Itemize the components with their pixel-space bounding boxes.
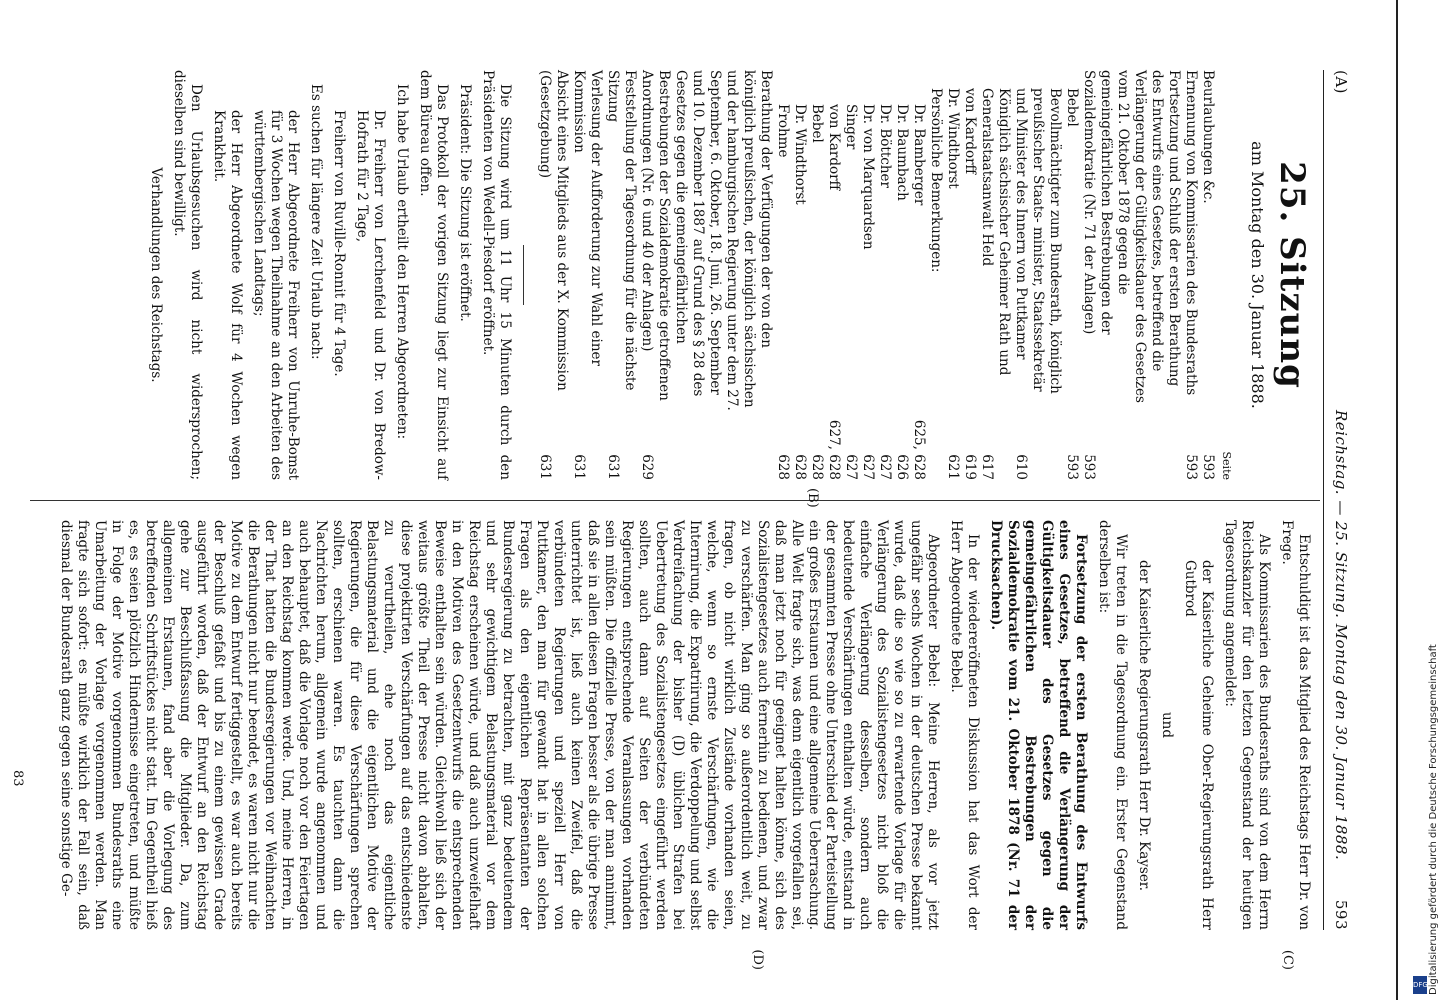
margin-marker-a: (A) (1332, 70, 1350, 95)
paragraph: Ich habe Urlaub ertheilt den Herren Abgeordneten: (394, 84, 410, 440)
toc-entry-text: von Kardorff (962, 88, 978, 175)
toc-entry-page: 593 (1183, 454, 1199, 480)
toc-entry-page: 626 (894, 454, 910, 480)
left-body (147, 70, 513, 480)
toc-entry-text: Königlich sächsischer Geheimer Rath und Generalstaatsanwalt Held (979, 88, 1012, 376)
paragraph: Freiherr von Ruville-Ronnit für 4 Tage. (331, 110, 347, 377)
paragraph: der Kaiserliche Regierungsrath Herr Dr. Kayser. (1136, 560, 1152, 892)
toc-entry-page: 628 (775, 454, 791, 480)
toc-entry-page: 617 (979, 454, 995, 480)
paragraph: Es suchen für längere Zeit Urlaub nach: (308, 84, 324, 360)
paragraph: der Herr Abgeordnete Wolf für 4 Wochen wegen Krankheit. (211, 110, 244, 480)
toc-entry (859, 70, 876, 480)
paragraph: Wir treten in die Tagesordnung ein. Erster Gegenstand derselben ist: (1096, 520, 1129, 930)
toc-entry (1063, 70, 1080, 480)
margin-marker-c: (C) (1280, 949, 1295, 970)
toc-entry (893, 70, 910, 480)
toc-entry (961, 70, 978, 480)
toc-entry (774, 70, 791, 480)
toc-entry-page: 631 (571, 454, 587, 480)
toc-entry-page: 593 (1200, 454, 1216, 480)
paragraph: Dr. Freiherr von Lerchenfeld und Dr. von Bredow-Hofrath für 2 Tage, (354, 110, 387, 480)
toc-entry (536, 70, 570, 480)
toc-entry (876, 70, 893, 480)
paragraph: der Kaiserliche Geheime Ober-Regierungsrath Herr Gutbrod (1182, 560, 1215, 930)
margin-marker-d: (D) (750, 949, 765, 970)
toc-entry-page: 627 (860, 454, 876, 480)
toc-entry-text: Fortsetzung und Schluß der ersten Berathung des Entwurfs eines Gesetzes, betreffend die Verlängerung der Gültigkeitsdauer des Gesetzes vom 21. Oktober 1878 gegen die gemeingefährlichen Bestrebungen der Sozialdemokratie (Nr. 71 der Anlagen) (1081, 70, 1182, 403)
paragraph: In der wiedereröffneten Diskussion hat das Wort der Herr Abgeordnete Bebel. (948, 520, 981, 930)
right-body (57, 520, 1312, 930)
toc-entry-page: 627, 628 (826, 419, 842, 480)
toc-entry-page: 610 (1013, 454, 1029, 480)
credit-text: Digitalisierung gefördert durch die Deutsche Forschungsgemeinschaft (1428, 644, 1439, 995)
paragraph: Präsident: Die Sitzung ist eröffnet. (457, 84, 473, 322)
left-column (141, 70, 1312, 480)
toc-entry-text: Beurlaubungen &c. (1200, 70, 1216, 204)
toc-entry-page: 628 (792, 454, 808, 480)
toc-entry-page: 625, 628 (911, 419, 927, 480)
toc-entry-text: Dr. Böttcher (877, 104, 893, 188)
paragraph: und (1159, 711, 1175, 739)
paragraph: Entschuldigt ist das Mitglied des Reichstags Herr Dr. von Frege. (1279, 520, 1312, 930)
toc-entry-page: 627 (843, 454, 859, 480)
toc-entry-text: Bevollmächtigter zum Bundesrath, königlich preußischer Staats- minister, Staatssekretär und Minister des Innern von Puttkamer (1013, 88, 1063, 394)
toc-entry-text: Bebel (1064, 88, 1080, 127)
toc-entry (927, 70, 944, 480)
toc-entry-text: Feststellung der Tagesordnung für die nächste Sitzung (605, 70, 638, 391)
toc-entry-text: Berathung der Verfügungen der von den königlich preußischen, der königlich sächsischen und der hamburgischen Regierung unter dem 27. September, 6. Oktober, 18. Juni, 26. September und 10. Dezember 1887 auf Grund des § 28 des Gesetzes gegen die gemeingefährlichen Bestrebungen der Sozialdemokratie getroffenen Anordnungen (Nr. 6 und 40 der Anlagen) (639, 70, 774, 411)
toc-entry-text: Persönliche Bemerkungen: (928, 88, 944, 273)
toc-entry (1012, 70, 1063, 480)
toc-entry (1182, 70, 1199, 480)
toc-entry-text: von Kardorff (826, 104, 842, 191)
credit-strip (1408, 0, 1439, 1000)
toc-entry (638, 70, 774, 480)
scan-edge-line (1396, 0, 1398, 1000)
toc-entry-page: 593 (1081, 454, 1097, 480)
toc-entry-text: Ernennung von Kommissarien des Bundesraths (1183, 70, 1199, 396)
toc-entry-text: Singer (843, 104, 859, 150)
column-divider (30, 500, 1320, 501)
toc-entry (825, 70, 842, 480)
paragraph: Das Protokoll der vorigen Sitzung liegt zur Einsicht auf dem Büreau offen. (417, 70, 450, 480)
toc-entry (842, 70, 859, 480)
paragraph: der Herr Abgeordnete Freiherr von Unruhe-Bomst für 3 Wochen wegen Theilnahme an den Arbeiten des württembergischen Landtags; (251, 110, 301, 480)
right-column (51, 520, 1312, 930)
toc-entry (808, 70, 825, 480)
toc-entry-text: Dr. Baumbach (894, 104, 910, 201)
paragraph: Die Sitzung wird um 11 Uhr 15 Minuten durch den Präsidenten von Wedell-Piesdorf eröffnet. (480, 70, 513, 480)
toc-entry (791, 70, 808, 480)
dfg-logo-icon: DFG (1413, 976, 1427, 994)
margin-marker-b: (B) (805, 488, 820, 508)
toc-entry-text: Dr. Windthorst (945, 88, 961, 189)
toc-entry (978, 70, 1012, 480)
paragraph: Verhandlungen des Reichstags. (148, 167, 164, 383)
toc-entry-text: Dr. Windthorst (792, 104, 808, 205)
session-title: 25. Sitzung (1272, 161, 1312, 389)
paragraph: Abgeordneter Bebel: Meine Herren, als vor jetzt ungefähr sechs Wochen in der deutschen Presse bekannt wurde, daß die so wie so zu erwartende Vorlage für die Verlängerung des Sozialistengesetzes nicht bloß die einfache Verlängerung desselben, sondern auch bedeutende Verschärfungen enthalten würde, entstand in der gesammten Presse ohne Unterschied der Parteistellung ein großes Erstaunen und eine allgemeine Ueberraschung. Alle Welt fragte sich, was denn eigentlich vorgefallen sei, daß man jetzt noch für geeignet halten könne, sich des Sozialistengesetzes auch fernerhin zu bedienen, und zwar zu verschärfen. Man ging so außerordentlich weit, zu fragen, ob nicht wirklich Zustände vorhanden seien, welche, wenn so ernste Verschärfungen, wie die Internirung, die Expatriirung, die Verdoppelung und selbst Verdreifachung der bisher (D) üblichen Strafen bei Uebertretung des Sozialistengesetzes eingeführt werden sollten, auch dann auf Seiten der verbündeten Regierungen entsprechende Veranlassungen vorhanden sein müßten. Die offizielle Presse, von der man annimmt, daß sie in allen diesen Fragen besser als die übrige Presse unterrichtet ist, ließ auch keinen Zweifel, daß die verbündeten Regierungen und speziell Herr von Puttkamer, den man für gewandt hat in allen solchen Fragen als den eigentlichen Repräsentanten der Bundesregierung zu betrachten, mit ganz bedeutendem und sehr gewichtigem Belastungsmaterial vor dem Reichstag erscheinen würde, und daß auch unzweifelhaft in den Motiven des Gesetzentwurfs die entsprechenden Beweise enthalten sein würden. Gleichwohl ließ sich der weitaus größte Theil der Presse nicht davon abhalten, diese projektirten Verschärfungen auf das entschiedenste zu verurtheilen, ehe noch das eigentliche Belastungsmaterial und die eigentlichen Motive der Regierungen, die für diese Verschärfungen sprechen sollten, erschienen waren. Es tauchten dann die Nachrichten herum, allgemein wurde angenommen und auch behauptet, daß die Vorlage noch vor den Feiertagen an den Reichstag kommen werde. Und, meine Herren, in der That hatten die Bundesregierungen vor Weihnachten die Berathungen nicht nur beendet, es waren nicht nur die Motive zu dem Entwurf fertiggestellt, es war auch bereits der Beschluß gefaßt und bis zu einem gewissen Grade ausgeführt worden, daß der Entwurf an den Reichstag gehe zur Beschlußfassung die Mitglieder. Da, zum allgemeinen Erstaunen, fand aber die Vorlegung des betreffenden Schriftstückes nicht statt. Im Gegentheil hieß es, es seien plötzlich Hindernisse eingetreten, und müßte in Folge der Motive vorgenommen Bundesraths eine Umarbeitung der Vorlage vorgenommen werden. Man fragte sich sofort: es müßte wirklich der Fall sein, daß diesmal der Bundesrath ganz gegen seine sonstige Ge- (58, 520, 941, 930)
toc-entry (570, 70, 604, 480)
toc-entry (1199, 70, 1216, 480)
session-date: am Montag den 30. Januar 1888. (1248, 141, 1267, 409)
page-footer-number: 83 (10, 770, 25, 787)
toc-entry-page: 628 (809, 454, 825, 480)
toc-entry (604, 70, 638, 480)
toc-entry-text: Verlesung der Aufforderung zur Wahl einer Kommission (571, 70, 604, 366)
toc-entry-text: Absicht eines Mitglieds aus der X. Kommission (Gesetzgebung) (537, 70, 570, 391)
toc-entry (1080, 70, 1182, 480)
toc-page-label: Seite (1220, 451, 1233, 480)
toc-entry-page: 631 (605, 454, 621, 480)
table-of-contents (536, 70, 1216, 480)
page-header (1322, 70, 1352, 930)
toc-entry (910, 70, 927, 480)
separator (523, 245, 524, 305)
toc-entry (944, 70, 961, 480)
running-title: Reichstag. — 25. Sitzung. Montag den 30. Januar 1888. (1332, 410, 1350, 861)
toc-entry-text: Dr. Bamberger (911, 104, 927, 206)
toc-entry-page: 621 (945, 454, 961, 480)
toc-entry-text: Dr. von Marquardsen (860, 104, 876, 250)
toc-entry-page: 593 (1064, 454, 1080, 480)
paragraph: Den Urlaubsgesuchen wird nicht widersprochen; dieselben sind bewilligt. (171, 70, 204, 480)
paragraph: Fortsetzung der ersten Berathung des Entwurfs eines Gesetzes, betreffend die Verlängerung der Gültigkeitsdauer des Gesetzes gegen die gemeingefährlichen Bestrebungen der Sozialdemokratie vom 21. Oktober 1878 (Nr. 71 der Drucksachen). (988, 520, 1089, 930)
paragraph: Als Kommissarien des Bundesraths sind von dem Herrn Reichskanzler für den letzten Gegenstand der heutigen Tagesordnung angemeldet: (1222, 520, 1272, 930)
toc-entry-text: Frohme (775, 104, 791, 158)
page-number: 593 (1332, 899, 1350, 930)
toc-entry-page: 629 (639, 454, 655, 480)
toc-entry-page: 627 (877, 454, 893, 480)
toc-entry-page: 631 (537, 454, 553, 480)
toc-entry-page: 619 (962, 454, 978, 480)
toc-entry-text: Bebel (809, 104, 825, 143)
header-rule (1323, 70, 1324, 930)
